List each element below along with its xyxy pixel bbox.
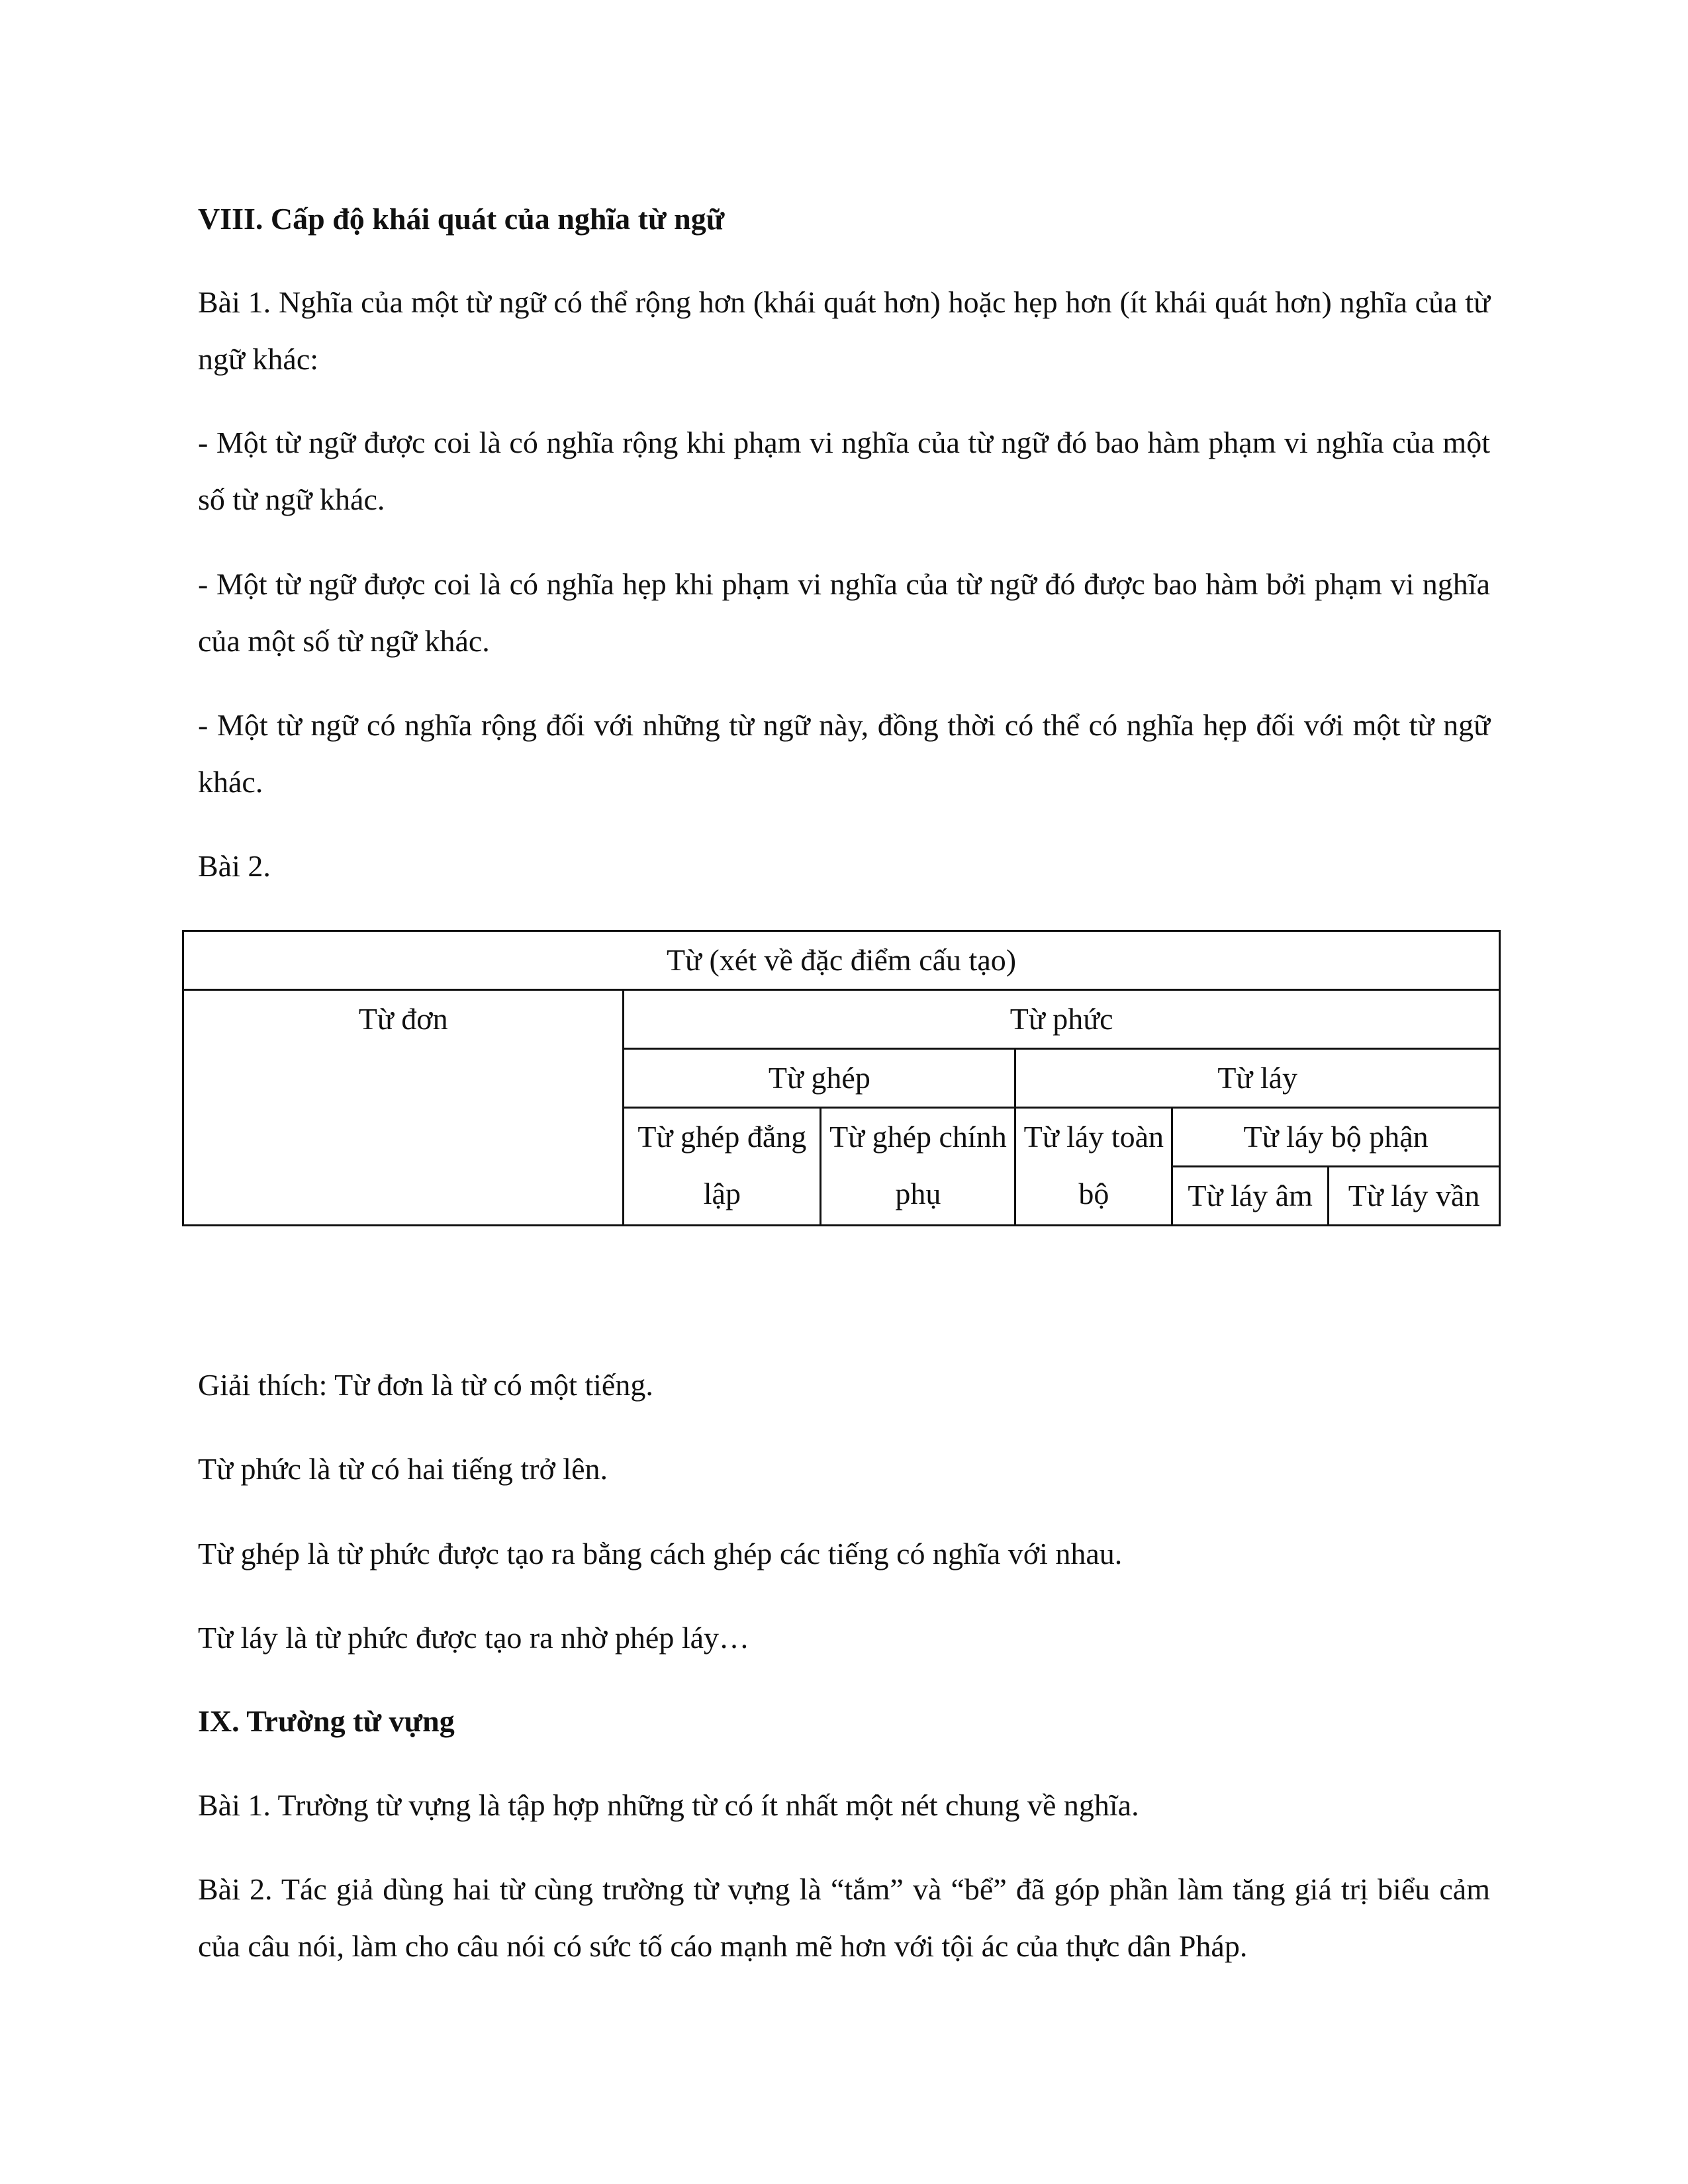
tu-lay-bo-phan-cell: Từ láy bộ phận: [1172, 1108, 1500, 1167]
tu-phuc-cell: Từ phức: [624, 990, 1500, 1049]
bullet-narrow-meaning: - Một từ ngữ được coi là có nghĩa hẹp khi phạm vi nghĩa của từ ngữ đó được bao hàm bởi phạm vi nghĩa của một số từ ngữ khác.: [198, 567, 1490, 658]
bullet-broad-meaning: - Một từ ngữ được coi là có nghĩa rộng khi phạm vi nghĩa của từ ngữ đó bao hàm phạm vi nghĩa của một số từ ngữ khác.: [198, 426, 1490, 516]
bai1-intro: Bài 1. Nghĩa của một từ ngữ có thể rộng hơn (khái quát hơn) hoặc hẹp hơn (ít khái quát hơn) nghĩa của từ ngữ khác:: [198, 285, 1490, 376]
tu-lay-am-cell: Từ láy âm: [1172, 1167, 1329, 1226]
explain-tu-lay: Từ láy là từ phức được tạo ra nhờ phép láy…: [198, 1621, 750, 1655]
tu-don-cell: Từ đơn: [183, 990, 624, 1226]
explain-tu-ghep: Từ ghép là từ phức được tạo ra bằng cách ghép các tiếng có nghĩa với nhau.: [198, 1537, 1123, 1570]
tu-ghep-dang-lap-cell: Từ ghép đẳng lập: [624, 1108, 821, 1226]
table-root-cell: Từ (xét về đặc điểm cấu tạo): [183, 931, 1500, 990]
tu-ghep-chinh-phu-cell: Từ ghép chính phụ: [821, 1108, 1015, 1226]
word-structure-table: [182, 930, 1501, 1226]
explain-tu-phuc: Từ phức là từ có hai tiếng trở lên.: [198, 1452, 608, 1486]
bai2-label: Bài 2.: [198, 849, 271, 883]
section-viii-heading: VIII. Cấp độ khái quát của nghĩa từ ngữ: [198, 202, 725, 236]
section-ix-heading: IX. Trường từ vựng: [198, 1704, 455, 1738]
bullet-relative-meaning: - Một từ ngữ có nghĩa rộng đối với những từ ngữ này, đồng thời có thể có nghĩa hẹp đối với một từ ngữ khác.: [198, 708, 1490, 799]
explain-tu-don: Giải thích: Từ đơn là từ có một tiếng.: [198, 1368, 653, 1402]
ix-bai2: Bài 2. Tác giả dùng hai từ cùng trường từ vựng là “tắm” và “bể” đã góp phần làm tăng giá trị biểu cảm của câu nói, làm cho câu nói có sức tố cáo mạnh mẽ hơn với tội ác của thực dân Pháp.: [198, 1872, 1490, 1963]
tu-lay-toan-bo-cell: Từ láy toàn bộ: [1015, 1108, 1172, 1226]
tu-ghep-cell: Từ ghép: [624, 1049, 1015, 1108]
tu-lay-van-cell: Từ láy vần: [1329, 1167, 1500, 1226]
tu-lay-cell: Từ láy: [1015, 1049, 1500, 1108]
ix-bai1: Bài 1. Trường từ vựng là tập hợp những từ có ít nhất một nét chung về nghĩa.: [198, 1788, 1139, 1822]
